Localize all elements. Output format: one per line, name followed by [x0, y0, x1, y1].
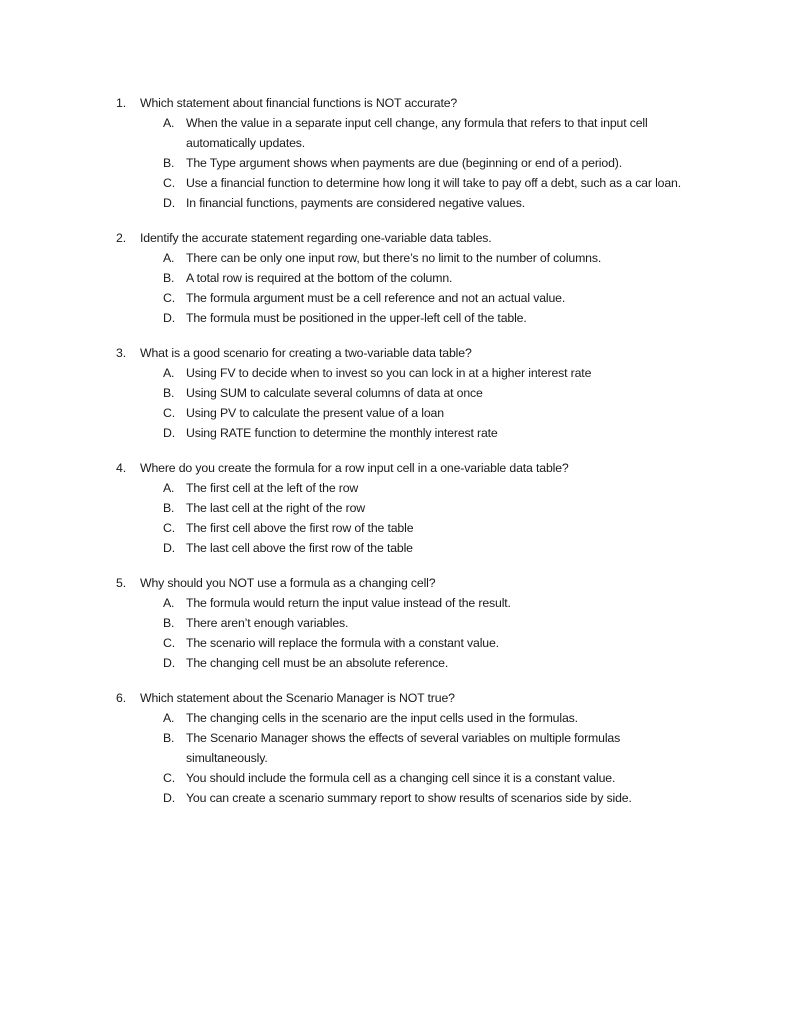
option-list — [116, 708, 716, 808]
option-list — [116, 248, 716, 328]
option-d — [116, 193, 716, 213]
option-a — [116, 113, 716, 153]
option-letter: B. — [163, 731, 175, 745]
option-text: The last cell above the first row of the table — [186, 541, 413, 555]
option-text: The formula argument must be a cell reference and not an actual value. — [186, 291, 566, 305]
question-number: 1. — [116, 96, 126, 110]
option-c — [116, 633, 716, 653]
option-text: You can create a scenario summary report to show results of scenarios side by side. — [186, 791, 632, 805]
option-list — [116, 113, 716, 213]
question-text: What is a good scenario for creating a two-variable data table? — [140, 346, 472, 360]
question-stem — [116, 93, 716, 113]
option-text: Use a financial function to determine how long it will take to pay off a debt, such as a car loan. — [186, 176, 682, 190]
option-text: The formula must be positioned in the upper-left cell of the table. — [186, 311, 527, 325]
option-text: Using PV to calculate the present value of a loan — [186, 406, 444, 420]
option-text: There aren’t enough variables. — [186, 616, 349, 630]
question-text: Which statement about financial functions is NOT accurate? — [140, 96, 458, 110]
option-letter: C. — [163, 771, 175, 785]
option-c — [116, 518, 716, 538]
option-d — [116, 788, 716, 808]
option-a — [116, 708, 716, 728]
option-letter: C. — [163, 291, 175, 305]
question-number: 5. — [116, 576, 126, 590]
option-c — [116, 173, 716, 193]
option-list — [116, 363, 716, 443]
option-b — [116, 498, 716, 518]
option-text: You should include the formula cell as a changing cell since it is a constant value. — [186, 771, 616, 785]
question-stem — [116, 458, 716, 478]
option-letter: A. — [163, 596, 175, 610]
question-text: Where do you create the formula for a row input cell in a one-variable data table? — [140, 461, 569, 475]
option-d — [116, 308, 716, 328]
option-text: The Type argument shows when payments are due (beginning or end of a period). — [186, 156, 622, 170]
option-b — [116, 613, 716, 633]
option-a — [116, 363, 716, 383]
option-list — [116, 478, 716, 558]
option-text: The changing cell must be an absolute reference. — [186, 656, 449, 670]
question-3 — [116, 343, 716, 443]
option-b — [116, 728, 716, 768]
option-text: Using FV to decide when to invest so you can lock in at a higher interest rate — [186, 366, 592, 380]
question-1 — [116, 93, 716, 213]
option-text: When the value in a separate input cell change, any formula that refers to that input cell automatically updates. — [186, 116, 648, 150]
option-text: Using SUM to calculate several columns of data at once — [186, 386, 483, 400]
option-letter: B. — [163, 271, 175, 285]
option-b — [116, 153, 716, 173]
option-text: The formula would return the input value instead of the result. — [186, 596, 511, 610]
question-number: 4. — [116, 461, 126, 475]
option-d — [116, 538, 716, 558]
option-list — [116, 593, 716, 673]
option-letter: D. — [163, 311, 175, 325]
option-text: A total row is required at the bottom of the column. — [186, 271, 453, 285]
option-letter: D. — [163, 541, 175, 555]
option-letter: D. — [163, 656, 175, 670]
option-a — [116, 593, 716, 613]
option-letter: C. — [163, 176, 175, 190]
question-text: Identify the accurate statement regarding one-variable data tables. — [140, 231, 492, 245]
option-letter: C. — [163, 636, 175, 650]
option-letter: B. — [163, 501, 175, 515]
option-c — [116, 403, 716, 423]
option-text: The last cell at the right of the row — [186, 501, 365, 515]
option-text: The first cell at the left of the row — [186, 481, 359, 495]
option-letter: A. — [163, 366, 175, 380]
option-letter: D. — [163, 196, 175, 210]
question-list — [116, 93, 716, 823]
option-letter: C. — [163, 521, 175, 535]
option-text: There can be only one input row, but there’s no limit to the number of columns. — [186, 251, 602, 265]
option-text: The scenario will replace the formula with a constant value. — [186, 636, 499, 650]
question-2 — [116, 228, 716, 328]
question-stem — [116, 343, 716, 363]
question-stem — [116, 573, 716, 593]
option-b — [116, 383, 716, 403]
option-letter: A. — [163, 711, 175, 725]
option-text: The changing cells in the scenario are the input cells used in the formulas. — [186, 711, 578, 725]
option-letter: D. — [163, 791, 175, 805]
option-text: Using RATE function to determine the monthly interest rate — [186, 426, 498, 440]
option-d — [116, 423, 716, 443]
option-letter: A. — [163, 481, 175, 495]
question-number: 6. — [116, 691, 126, 705]
option-text: In financial functions, payments are considered negative values. — [186, 196, 526, 210]
option-text: The first cell above the first row of the table — [186, 521, 414, 535]
option-letter: B. — [163, 156, 175, 170]
option-letter: B. — [163, 616, 175, 630]
question-6 — [116, 688, 716, 808]
option-letter: A. — [163, 116, 175, 130]
option-d — [116, 653, 716, 673]
question-4 — [116, 458, 716, 558]
question-number: 3. — [116, 346, 126, 360]
question-stem — [116, 228, 716, 248]
option-c — [116, 768, 716, 788]
option-text: The Scenario Manager shows the effects of several variables on multiple formulas simultaneously. — [186, 731, 621, 765]
option-a — [116, 478, 716, 498]
option-letter: A. — [163, 251, 175, 265]
question-text: Why should you NOT use a formula as a changing cell? — [140, 576, 436, 590]
option-letter: B. — [163, 386, 175, 400]
option-b — [116, 268, 716, 288]
question-text: Which statement about the Scenario Manager is NOT true? — [140, 691, 455, 705]
option-letter: C. — [163, 406, 175, 420]
question-number: 2. — [116, 231, 126, 245]
question-5 — [116, 573, 716, 673]
option-c — [116, 288, 716, 308]
option-letter: D. — [163, 426, 175, 440]
question-stem — [116, 688, 716, 708]
option-a — [116, 248, 716, 268]
